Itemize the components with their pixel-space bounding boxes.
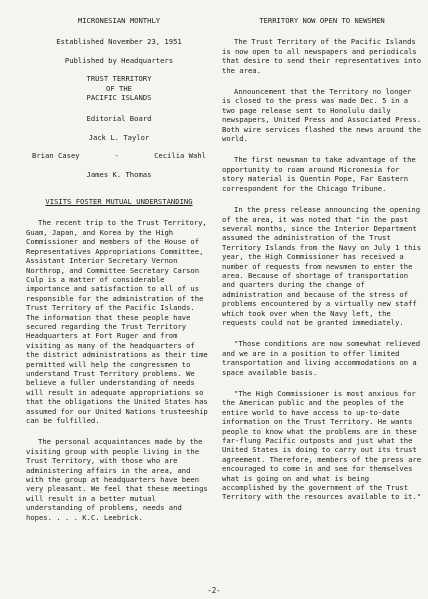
- staff-member-2: Brian Casey: [32, 151, 80, 161]
- masthead-title: MICRONESIAN MONTHLY: [77, 16, 161, 25]
- right-paragraph-2: Announcement that the Territory no longer is closed to the press was made Dec. 5 in a two page release sent to Honolulu daily newspapers, United Press and Associated Press. Both wire services flashed the news around the world.: [222, 87, 422, 144]
- right-paragraph-6: "The High Commissioner is most anxious for the American public and the peoples of the entire world to have access to up-to-date information on the Trust Territory. He wants people to know what the problems are in these far-flung Pacific outposts and just what the United States is doing to carry out its trust agreement. Therefore, members of the press are encouraged to come in and see for themselves what is going on and what is being accomplished by the government of the Trust Territory with the resources available to it.": [222, 389, 422, 502]
- left-column: [26, 16, 212, 522]
- staff-member-3: Cecilia Wahl: [154, 151, 206, 161]
- right-paragraph-1: The Trust Territory of the Pacific Islands is now open to all newspapers and periodicals that desire to send their representatives into the area.: [222, 37, 422, 75]
- org-line-3: PACIFIC ISLANDS: [86, 93, 152, 103]
- established-date: Established November 23, 1951: [56, 37, 182, 47]
- left-headline: VISITS FOSTER MUTUAL UNDERSTANDING: [45, 197, 193, 207]
- page-number: -2-: [207, 586, 221, 595]
- right-paragraph-5: "Those conditions are now somewhat relieved and we are in a position to offer limited transportation and living accommodations on a space available basis.: [222, 339, 421, 377]
- org-line-1: TRUST TERRITORY: [86, 74, 152, 84]
- editorial-board-heading: Editorial Board: [86, 114, 152, 124]
- published-by: Published by Headquarters: [64, 55, 174, 65]
- right-headline: TERRITORY NOW OPEN TO NEWSMEN: [259, 16, 385, 25]
- right-column: [222, 16, 422, 502]
- staff-separator: -: [114, 151, 119, 161]
- staff-member-4: James K. Thomas: [86, 169, 152, 179]
- right-paragraph-4: In the press release announcing the opening of the area, it was noted that "in the past several months, since the Interior Department assumed the administration of the Trust Territory Islands from the Navy on July 1 this year, the High Commissioner has received a number of requests from newsmen to enter the area. Because of shortage of transportation and quarters during the change of administration and because of the stress of problems encountered by a virtually new staff which took over when the Navy left, the requests could not be granted immediately.: [222, 205, 422, 327]
- left-paragraph-2: The personal acquaintances made by the visiting group with people living in the Trust Territory, with those who are administering affairs in the area, and with the group at headquarters have been very pleasant. We feel that these meetings will result in a better mutual understanding of problems, needs and hopes. . . . K.C. Leebrick.: [26, 437, 208, 522]
- staff-row: [26, 151, 212, 160]
- left-paragraph-1: The recent trip to the Trust Territory, Guam, Japan, and Korea by the High Commissioner and members of the House of Representatives Appropriations Committee, Assistant Interior Secretary Vernon Northrop, and Committee Secretary Carson Culp is a matter of considerable importance and satisfaction to all of us responsible for the administration of the Trust Territory of the Pacific Islands. The information that these people have secured regarding the Trust Territory Headquarters at Fort Ruger and from visiting as many of the headquarters of the district administrations as their time permitted will help the congressmen to understand Trust Territory problems. We believe a fuller understanding of needs will result in adequate appropriations so that the obligations the United States has assumed for our United Nations trusteeship can be fulfilled.: [26, 218, 208, 425]
- right-paragraph-3: The first newsman to take advantage of the opportunity to roam around Micronesia for story material is Quentin Pope, Far Eastern correspondent for the Chicago Tribune.: [222, 155, 416, 193]
- staff-member-1: Jack L. Taylor: [88, 132, 150, 142]
- org-line-2: OF THE: [106, 83, 132, 93]
